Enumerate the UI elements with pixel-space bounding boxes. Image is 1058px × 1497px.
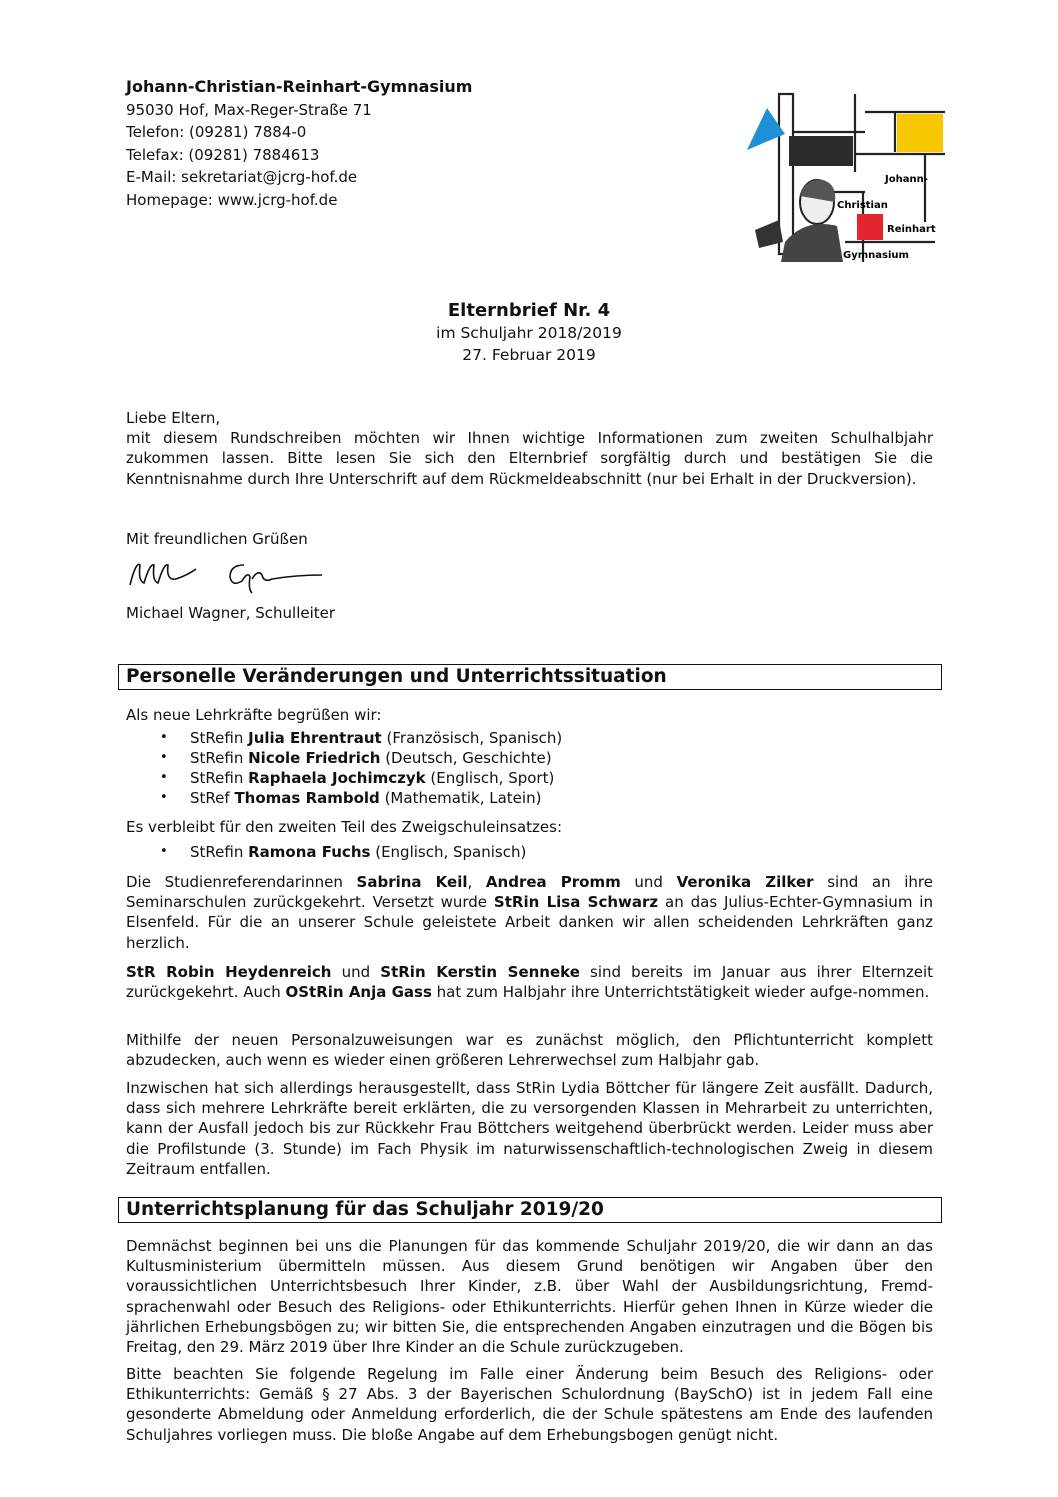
school-logo xyxy=(745,92,945,272)
school-address: 95030 Hof, Max-Reger-Straße 71 xyxy=(126,100,372,119)
list-item: • StRefin Nicole Friedrich (Deutsch, Geschichte) xyxy=(160,748,562,768)
paragraph-returns: StR Robin Heydenreich und StRin Kerstin Senneke sind bereits im Januar aus ihrer Elternzeit zurückgekehrt. Auch OStRin Anja Gass hat zum Halbjahr ihre Unterrichtstätigkeit wieder aufge-nommen. xyxy=(126,963,933,1002)
remaining-intro: Es verbleibt für den zweiten Teil des Zweigschuleinsatzes: xyxy=(126,818,563,836)
signer-name: Michael Wagner, Schulleiter xyxy=(126,604,336,622)
new-teachers-intro: Als neue Lehrkräfte begrüßen wir: xyxy=(126,706,382,724)
letter-school-year: im Schuljahr 2018/2019 xyxy=(436,324,622,342)
school-name: Johann-Christian-Reinhart-Gymnasium xyxy=(126,77,473,96)
paragraph-trainees: Die Studienreferendarinnen Sabrina Keil, Andrea Promm und Veronika Zilker sind an ihre Seminarschulen zurückgekehrt. Versetzt wurde StRin Lisa Schwarz an das Julius-Echter-Gymnasium in Elsenfeld. Für die an unserer Schule geleistete Arbeit danken wir allen scheidenden Lehrkräften ganz herzlich. xyxy=(126,873,933,952)
paragraph-absence: Inzwischen hat sich allerdings herausgestellt, dass StRin Lydia Böttcher für längere Zeit ausfällt. Dadurch, dass sich mehrere Lehrkräfte bereit erklärten, die zu versorgenden Klassen in Mehrarbeit zu unterrichten, kann der Ausfall jedoch bis zur Rückkehr Frau Böttchers weitgehend überbrückt werden. Leider muss aber die Profilstunde (3. Stunde) im Fach Physik im naturwissenschaftlich-technologischen Zweig in diesem Zeitraum entfallen. xyxy=(126,1079,933,1178)
list-item: • StRefin Julia Ehrentraut (Französisch, Spanisch) xyxy=(160,728,562,748)
letter-title-block xyxy=(0,300,1058,366)
intro-paragraph: mit diesem Rundschreiben möchten wir Ihnen wichtige Informationen zum zweiten Schulhalbjahr zukommen lassen. Bitte lesen Sie sich den Elternbrief sorgfältig durch und bestätigen Sie die Kenntnisnahme durch Ihre Unterschrift auf dem Rückmeldeabschnitt (nur bei Erhalt in der Druckversion). xyxy=(126,429,933,488)
logo-text-2: Christian xyxy=(837,200,888,211)
section-heading-personnel: Personelle Veränderungen und Unterrichtssituation xyxy=(118,664,942,690)
logo-text-4: Gymnasium xyxy=(843,250,909,261)
list-item: • StRefin Ramona Fuchs (Englisch, Spanisch) xyxy=(160,842,526,862)
school-fax: Telefax: (09281) 7884613 xyxy=(126,145,320,164)
closing: Mit freundlichen Grüßen xyxy=(126,530,308,548)
school-homepage: Homepage: www.jcrg-hof.de xyxy=(126,190,338,209)
letter-title: Elternbrief Nr. 4 xyxy=(447,300,611,321)
school-email: E-Mail: sekretariat@jcrg-hof.de xyxy=(126,168,358,187)
new-teachers-list xyxy=(160,728,562,808)
list-item: • StRefin Raphaela Jochimczyk (Englisch, Sport) xyxy=(160,768,562,788)
list-item: • StRef Thomas Rambold (Mathematik, Latein) xyxy=(160,788,562,808)
section-heading-planning: Unterrichtsplanung für das Schuljahr 2019/20 xyxy=(118,1197,942,1223)
logo-yellow-shape xyxy=(897,114,943,152)
school-phone: Telefon: (09281) 7884-0 xyxy=(126,123,307,142)
salutation: Liebe Eltern, xyxy=(126,409,221,427)
handwritten-signature xyxy=(126,555,326,595)
logo-text-1: Johann- xyxy=(885,174,928,185)
logo-red-shape xyxy=(857,214,883,240)
paragraph-religion-rules: Bitte beachten Sie folgende Regelung im Falle einer Änderung beim Besuch des Religions- oder Ethikunterrichts: Gemäß § 27 Abs. 3 der Bayerischen Schulordnung (BaySchO) ist in jedem Fall eine gesonderte Abmeldung oder Anmeldung erforderlich, die der Schule spätestens am Ende des laufenden Schuljahres vorliegen muss. Die bloße Angabe auf dem Erhebungsbogen genügt nicht. xyxy=(126,1365,933,1444)
logo-text-3: Reinhart xyxy=(887,224,936,235)
letter-date: 27. Februar 2019 xyxy=(462,346,596,364)
paragraph-coverage: Mithilfe der neuen Personalzuweisungen war es zunächst möglich, den Pflichtunterricht komplett abzudecken, auch wenn es wieder einen größeren Lehrerwechsel zum Halbjahr gab. xyxy=(126,1031,933,1070)
intro-section xyxy=(126,408,933,489)
paragraph-planning: Demnächst beginnen bei uns die Planungen für das kommende Schuljahr 2019/20, die wir dann an das Kultusministerium übermitteln müssen. Aus diesem Grund benötigen wir Angaben über den voraussichtlichen Unterrichtsbesuch Ihrer Kinder, z.B. über Wahl der Ausbildungsrichtung, Fremd-sprachenwahl oder Besuch des Religions- oder Ethikunterrichts. Hierfür gehen Ihnen in Kürze wieder die jährlichen Erhebungsbögen zu; wir bitten Sie, die entsprechenden Angaben einzutragen und die Bögen bis Freitag, den 29. März 2019 über Ihre Kinder an die Schule zurückzugeben. xyxy=(126,1237,933,1357)
remaining-teachers-list xyxy=(160,842,526,862)
school-address-block xyxy=(126,76,472,212)
